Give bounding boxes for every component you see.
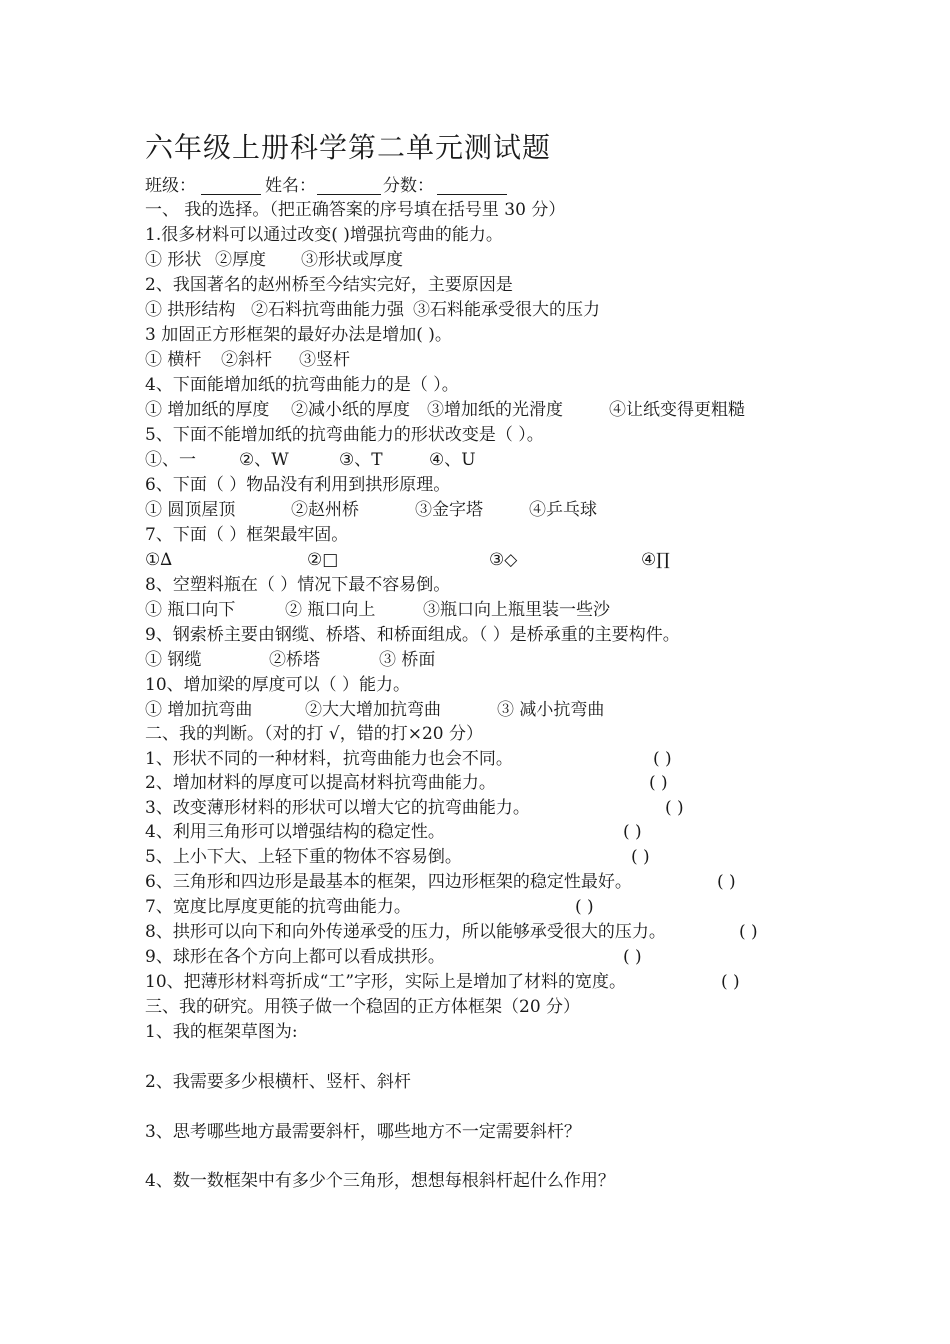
question-stem: 7、下面（ ）框架最牢固。 bbox=[145, 525, 349, 545]
option: ②斜杆 bbox=[221, 350, 272, 370]
option: ③ 减小抗弯曲 bbox=[497, 700, 605, 720]
option: ②赵州桥 bbox=[291, 500, 359, 520]
option: ① 增加抗弯曲 bbox=[145, 700, 253, 720]
option: ③ 桥面 bbox=[379, 650, 436, 670]
option: ① 形状 bbox=[145, 250, 202, 270]
option: ②□ bbox=[307, 550, 339, 570]
judgement-text: 5、上小下大、上轻下重的物体不容易倒。 bbox=[145, 847, 462, 867]
option: ④、U bbox=[429, 450, 476, 470]
option: ③竖杆 bbox=[299, 350, 350, 370]
judgement-item bbox=[145, 747, 845, 771]
answer-parentheses[interactable]: ( ) bbox=[631, 847, 650, 867]
section3-heading: 三、我的研究。用筷子做一个稳固的正方体框架（20 分） bbox=[145, 997, 581, 1017]
option: ③金字塔 bbox=[415, 500, 483, 520]
judgement-item bbox=[145, 845, 845, 869]
option: ②石料抗弯曲能力强 bbox=[251, 300, 404, 320]
option: ③形状或厚度 bbox=[301, 250, 403, 270]
research-question: 1、我的框架草图为: bbox=[145, 1022, 298, 1042]
option: ③瓶口向上瓶里装一些沙 bbox=[423, 600, 610, 620]
question-stem: 1.很多材料可以通过改变( )增强抗弯曲的能力。 bbox=[145, 225, 503, 245]
answer-parentheses[interactable]: ( ) bbox=[665, 798, 684, 818]
question-stem: 3 加固正方形框架的最好办法是增加( )。 bbox=[145, 325, 452, 345]
question-stem: 8、空塑料瓶在（ ）情况下最不容易倒。 bbox=[145, 575, 451, 595]
judgement-item bbox=[145, 870, 845, 894]
research-question: 4、数一数框架中有多少个三角形，想想每根斜杆起什么作用？ bbox=[145, 1171, 615, 1191]
option: ②厚度 bbox=[215, 250, 266, 270]
option: ①、一 bbox=[145, 450, 196, 470]
answer-parentheses[interactable]: ( ) bbox=[623, 822, 642, 842]
option: ③增加纸的光滑度 bbox=[427, 400, 563, 420]
option: ②桥塔 bbox=[269, 650, 320, 670]
answer-parentheses[interactable]: ( ) bbox=[739, 922, 758, 942]
judgement-text: 6、三角形和四边形是最基本的框架，四边形框架的稳定性最好。 bbox=[145, 872, 632, 892]
answer-parentheses[interactable]: ( ) bbox=[649, 773, 668, 793]
research-question: 2、我需要多少根横杆、竖杆、斜杆 bbox=[145, 1072, 411, 1092]
judgement-text: 10、把薄形材料弯折成“工”字形，实际上是增加了材料的宽度。 bbox=[145, 972, 627, 992]
option: ③◇ bbox=[489, 550, 518, 570]
judgement-item bbox=[145, 920, 845, 944]
option: ②、W bbox=[239, 450, 289, 470]
section2-heading: 二、我的判断。（对的打 √，错的打×20 分） bbox=[145, 724, 484, 744]
answer-parentheses[interactable]: ( ) bbox=[575, 897, 594, 917]
option: ②大大增加抗弯曲 bbox=[305, 700, 441, 720]
option: ① 横杆 bbox=[145, 350, 202, 370]
answer-parentheses[interactable]: ( ) bbox=[721, 972, 740, 992]
page-title: 六年级上册科学第二单元测试题 bbox=[145, 131, 552, 164]
option: ② 瓶口向上 bbox=[285, 600, 376, 620]
question-stem: 9、钢索桥主要由钢缆、桥塔、和桥面组成。（ ）是桥承重的主要构件。 bbox=[145, 625, 680, 645]
option: ③石料能承受很大的压力 bbox=[413, 300, 600, 320]
question-stem: 6、下面（ ）物品没有利用到拱形原理。 bbox=[145, 475, 451, 495]
section1-heading: 一、 我的选择。（把正确答案的序号填在括号里 30 分） bbox=[145, 200, 566, 220]
option: ①∆ bbox=[145, 550, 173, 570]
judgement-text: 7、宽度比厚度更能的抗弯曲能力。 bbox=[145, 897, 411, 917]
option: ① 瓶口向下 bbox=[145, 600, 236, 620]
judgement-text: 3、改变薄形材料的形状可以增大它的抗弯曲能力。 bbox=[145, 798, 530, 818]
judgement-item bbox=[145, 970, 845, 994]
research-question: 3、思考哪些地方最需要斜杆，哪些地方不一定需要斜杆？ bbox=[145, 1122, 581, 1142]
question-stem: 2、我国著名的赵州桥至今结实完好，主要原因是 bbox=[145, 275, 513, 295]
option: ① 圆顶屋顶 bbox=[145, 500, 236, 520]
judgement-text: 4、利用三角形可以增强结构的稳定性。 bbox=[145, 822, 445, 842]
question-stem: 4、下面能增加纸的抗弯曲能力的是（ ）。 bbox=[145, 375, 459, 395]
answer-parentheses[interactable]: ( ) bbox=[717, 872, 736, 892]
option: ① 拱形结构 bbox=[145, 300, 236, 320]
judgement-item bbox=[145, 895, 845, 919]
option: ④乒乓球 bbox=[529, 500, 597, 520]
question-stem: 5、下面不能增加纸的抗弯曲能力的形状改变是（ ）。 bbox=[145, 425, 544, 445]
judgement-text: 2、增加材料的厚度可以提高材料抗弯曲能力。 bbox=[145, 773, 496, 793]
option: ④∏ bbox=[641, 550, 670, 570]
answer-parentheses[interactable]: ( ) bbox=[623, 947, 642, 967]
answer-parentheses[interactable]: ( ) bbox=[653, 749, 672, 769]
option: ① 钢缆 bbox=[145, 650, 202, 670]
option: ②减小纸的厚度 bbox=[291, 400, 410, 420]
name-label: 姓名： bbox=[265, 176, 316, 196]
option: ① 增加纸的厚度 bbox=[145, 400, 270, 420]
judgement-item bbox=[145, 820, 845, 844]
class-label: 班级： bbox=[145, 176, 196, 196]
judgement-text: 8、拱形可以向下和向外传递承受的压力，所以能够承受很大的压力。 bbox=[145, 922, 666, 942]
option: ③、T bbox=[339, 450, 383, 470]
option: ④让纸变得更粗糙 bbox=[609, 400, 745, 420]
judgement-text: 1、形状不同的一种材料，抗弯曲能力也会不同。 bbox=[145, 749, 513, 769]
score-label: 分数： bbox=[383, 176, 434, 196]
judgement-text: 9、球形在各个方向上都可以看成拱形。 bbox=[145, 947, 445, 967]
judgement-item bbox=[145, 771, 845, 795]
judgement-item bbox=[145, 796, 845, 820]
question-stem: 10、增加梁的厚度可以（ ）能力。 bbox=[145, 675, 411, 695]
judgement-item bbox=[145, 945, 845, 969]
